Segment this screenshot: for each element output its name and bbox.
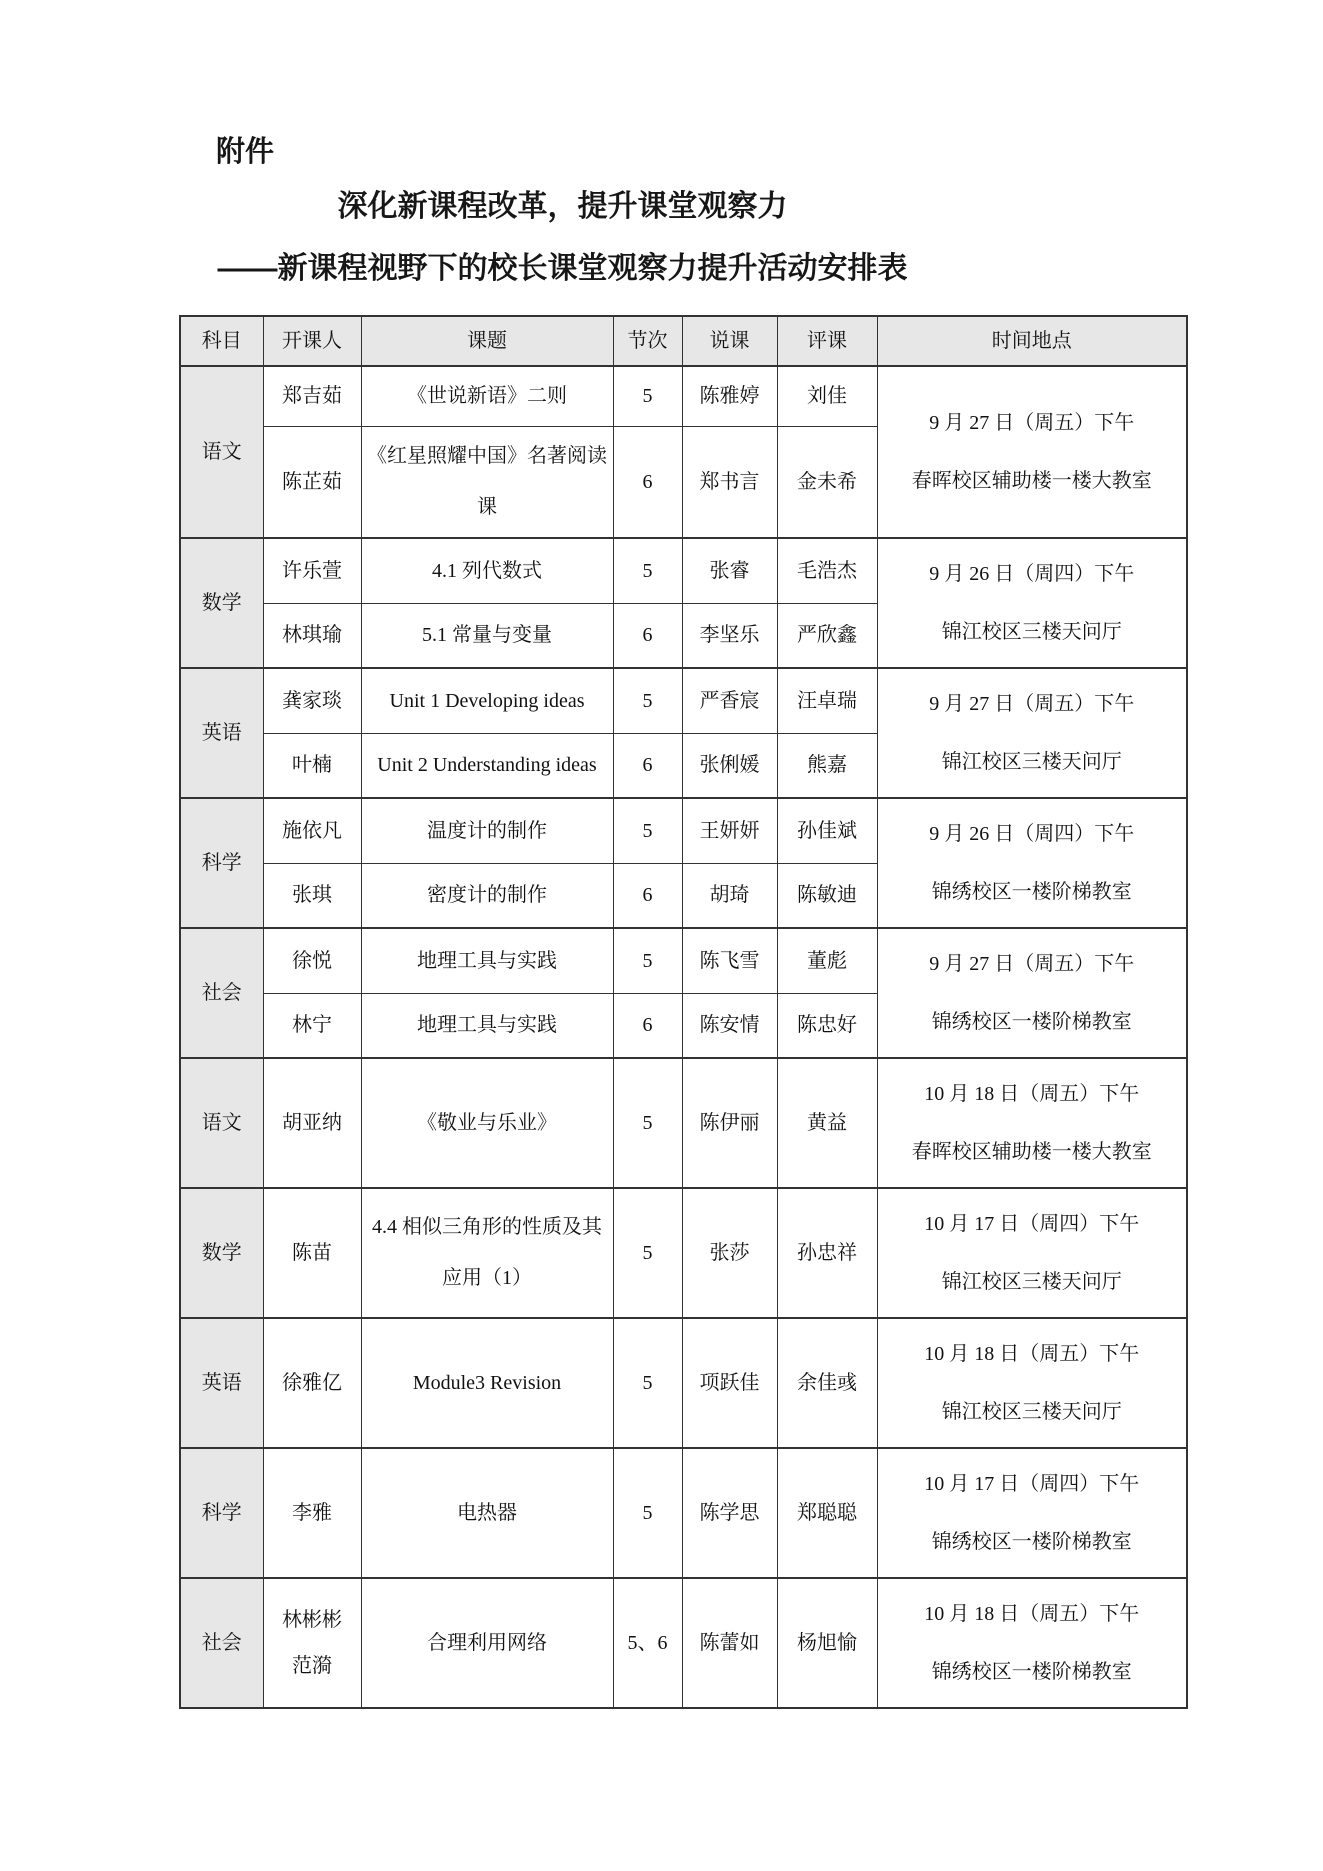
period-cell: 6 xyxy=(613,603,682,668)
time-line: 9 月 26 日（周四）下午 xyxy=(929,563,1135,586)
table-row xyxy=(180,1188,1187,1318)
topic-cell: 4.1 列代数式 xyxy=(361,538,613,603)
period-cell: 5 xyxy=(613,668,682,733)
time-line: 9 月 27 日（周五）下午 xyxy=(929,693,1135,716)
topic-cell: 4.4 相似三角形的性质及其应用（1） xyxy=(361,1188,613,1318)
evaluator-cell: 孙佳斌 xyxy=(777,798,877,863)
time-line: 10 月 18 日（周五）下午 xyxy=(924,1083,1140,1106)
teacher-cell: 张琪 xyxy=(263,863,361,928)
presenter-cell: 项跃佳 xyxy=(682,1318,777,1448)
teacher-cell: 许乐萱 xyxy=(263,538,361,603)
teacher-cell xyxy=(263,1578,361,1708)
place-line: 春晖校区辅助楼一楼大教室 xyxy=(911,470,1152,493)
header-teacher: 开课人 xyxy=(263,316,361,366)
evaluator-cell: 孙忠祥 xyxy=(777,1188,877,1318)
time-place-cell xyxy=(877,1448,1187,1578)
presenter-cell: 陈学思 xyxy=(682,1448,777,1578)
subject-cell: 科学 xyxy=(180,1448,263,1578)
teacher-cell: 徐雅亿 xyxy=(263,1318,361,1448)
period-cell: 5 xyxy=(613,1188,682,1318)
evaluator-cell: 毛浩杰 xyxy=(777,538,877,603)
place-line: 锦江校区三楼天问厅 xyxy=(941,621,1122,644)
topic-cell: 《敬业与乐业》 xyxy=(361,1058,613,1188)
header-evaluator: 评课 xyxy=(777,316,877,366)
period-cell: 6 xyxy=(613,993,682,1058)
subject-cell: 社会 xyxy=(180,928,263,1058)
teacher-cell: 叶楠 xyxy=(263,733,361,798)
presenter-cell: 陈伊丽 xyxy=(682,1058,777,1188)
teacher-cell: 施依凡 xyxy=(263,798,361,863)
evaluator-cell: 刘佳 xyxy=(777,366,877,427)
table-row xyxy=(180,798,1187,863)
time-place-cell xyxy=(877,1058,1187,1188)
topic-cell: 温度计的制作 xyxy=(361,798,613,863)
period-cell: 5 xyxy=(613,1058,682,1188)
time-place-cell xyxy=(877,1188,1187,1318)
place-line: 锦绣校区一楼阶梯教室 xyxy=(931,1531,1132,1554)
time-place-cell xyxy=(877,668,1187,798)
teacher-cell: 胡亚纳 xyxy=(263,1058,361,1188)
time-line: 10 月 17 日（周四）下午 xyxy=(924,1213,1140,1236)
teacher-name-line: 范漪 xyxy=(292,1655,332,1678)
presenter-cell: 陈飞雪 xyxy=(682,928,777,993)
place-line: 春晖校区辅助楼一楼大教室 xyxy=(911,1141,1152,1164)
time-place-cell xyxy=(877,538,1187,668)
time-line: 10 月 18 日（周五）下午 xyxy=(924,1603,1140,1626)
period-cell: 5 xyxy=(613,366,682,427)
topic-cell: Unit 1 Developing ideas xyxy=(361,668,613,733)
presenter-cell: 陈雅婷 xyxy=(682,366,777,427)
subject-cell: 语文 xyxy=(180,366,263,538)
evaluator-cell: 郑聪聪 xyxy=(777,1448,877,1578)
table-row xyxy=(180,538,1187,603)
period-cell: 5 xyxy=(613,538,682,603)
time-place-cell xyxy=(877,1318,1187,1448)
period-cell: 5 xyxy=(613,1318,682,1448)
presenter-cell: 王妍妍 xyxy=(682,798,777,863)
time-line: 10 月 18 日（周五）下午 xyxy=(924,1343,1140,1366)
time-place-cell xyxy=(877,366,1187,538)
time-line: 9 月 27 日（周五）下午 xyxy=(929,412,1135,435)
presenter-cell: 陈蕾如 xyxy=(682,1578,777,1708)
teacher-cell: 陈芷茹 xyxy=(263,427,361,539)
time-place-cell xyxy=(877,798,1187,928)
period-cell: 5 xyxy=(613,928,682,993)
header-subject: 科目 xyxy=(180,316,263,366)
table-header-row xyxy=(180,316,1187,366)
attachment-label: 附件 xyxy=(216,136,275,168)
presenter-cell: 郑书言 xyxy=(682,427,777,539)
evaluator-cell: 董彪 xyxy=(777,928,877,993)
presenter-cell: 严香宸 xyxy=(682,668,777,733)
topic-cell: Unit 2 Understanding ideas xyxy=(361,733,613,798)
period-cell: 5 xyxy=(613,1448,682,1578)
presenter-cell: 李坚乐 xyxy=(682,603,777,668)
period-cell: 6 xyxy=(613,733,682,798)
topic-cell: 《世说新语》二则 xyxy=(361,366,613,427)
header-period: 节次 xyxy=(613,316,682,366)
time-place-cell xyxy=(877,1578,1187,1708)
place-line: 锦江校区三楼天问厅 xyxy=(941,1271,1122,1294)
teacher-cell: 林宁 xyxy=(263,993,361,1058)
place-line: 锦江校区三楼天问厅 xyxy=(941,751,1122,774)
table-row xyxy=(180,928,1187,993)
evaluator-cell: 黄益 xyxy=(777,1058,877,1188)
place-line: 锦江校区三楼天问厅 xyxy=(941,1401,1122,1424)
topic-cell: 5.1 常量与变量 xyxy=(361,603,613,668)
evaluator-cell: 杨旭愉 xyxy=(777,1578,877,1708)
teacher-cell: 龚家琰 xyxy=(263,668,361,733)
place-line: 锦绣校区一楼阶梯教室 xyxy=(931,881,1132,904)
presenter-cell: 陈安情 xyxy=(682,993,777,1058)
presenter-cell: 胡琦 xyxy=(682,863,777,928)
page-title: 深化新课程改革，提升课堂观察力 xyxy=(337,190,788,224)
subject-cell: 英语 xyxy=(180,668,263,798)
teacher-cell: 徐悦 xyxy=(263,928,361,993)
evaluator-cell: 陈忠好 xyxy=(777,993,877,1058)
topic-cell: Module3 Revision xyxy=(361,1318,613,1448)
evaluator-cell: 余佳彧 xyxy=(777,1318,877,1448)
evaluator-cell: 金未希 xyxy=(777,427,877,539)
time-place-cell xyxy=(877,928,1187,1058)
subject-cell: 社会 xyxy=(180,1578,263,1708)
place-line: 锦绣校区一楼阶梯教室 xyxy=(931,1661,1132,1684)
topic-cell: 《红星照耀中国》名著阅读课 xyxy=(361,427,613,539)
header-time-place: 时间地点 xyxy=(877,316,1187,366)
period-cell: 6 xyxy=(613,863,682,928)
time-line: 9 月 26 日（周四）下午 xyxy=(929,823,1135,846)
topic-cell: 合理利用网络 xyxy=(361,1578,613,1708)
subject-cell: 英语 xyxy=(180,1318,263,1448)
period-cell: 5、6 xyxy=(613,1578,682,1708)
subject-cell: 数学 xyxy=(180,1188,263,1318)
teacher-cell: 李雅 xyxy=(263,1448,361,1578)
subject-cell: 语文 xyxy=(180,1058,263,1188)
evaluator-cell: 严欣鑫 xyxy=(777,603,877,668)
presenter-cell: 张睿 xyxy=(682,538,777,603)
topic-cell: 地理工具与实践 xyxy=(361,993,613,1058)
presenter-cell: 张莎 xyxy=(682,1188,777,1318)
subject-cell: 数学 xyxy=(180,538,263,668)
teacher-cell: 陈苗 xyxy=(263,1188,361,1318)
table-row xyxy=(180,366,1187,427)
evaluator-cell: 熊嘉 xyxy=(777,733,877,798)
table-row xyxy=(180,668,1187,733)
presenter-cell: 张俐媛 xyxy=(682,733,777,798)
period-cell: 5 xyxy=(613,798,682,863)
evaluator-cell: 陈敏迪 xyxy=(777,863,877,928)
evaluator-cell: 汪卓瑞 xyxy=(777,668,877,733)
place-line: 锦绣校区一楼阶梯教室 xyxy=(931,1011,1132,1034)
period-cell: 6 xyxy=(613,427,682,539)
teacher-cell: 郑吉茹 xyxy=(263,366,361,427)
topic-cell: 密度计的制作 xyxy=(361,863,613,928)
header-topic: 课题 xyxy=(361,316,613,366)
table-row xyxy=(180,1448,1187,1578)
teacher-cell: 林琪瑜 xyxy=(263,603,361,668)
activity-schedule-table xyxy=(179,315,1188,1709)
page-subtitle: ——新课程视野下的校长课堂观察力提升活动安排表 xyxy=(217,252,908,286)
time-line: 10 月 17 日（周四）下午 xyxy=(924,1473,1140,1496)
topic-cell: 地理工具与实践 xyxy=(361,928,613,993)
time-line: 9 月 27 日（周五）下午 xyxy=(929,953,1135,976)
document-headings xyxy=(180,189,945,287)
header-presenter: 说课 xyxy=(682,316,777,366)
topic-cell: 电热器 xyxy=(361,1448,613,1578)
teacher-name-line: 林彬彬 xyxy=(282,1609,342,1632)
table-row xyxy=(180,1578,1187,1708)
table-row xyxy=(180,1318,1187,1448)
table-row xyxy=(180,1058,1187,1188)
subject-cell: 科学 xyxy=(180,798,263,928)
